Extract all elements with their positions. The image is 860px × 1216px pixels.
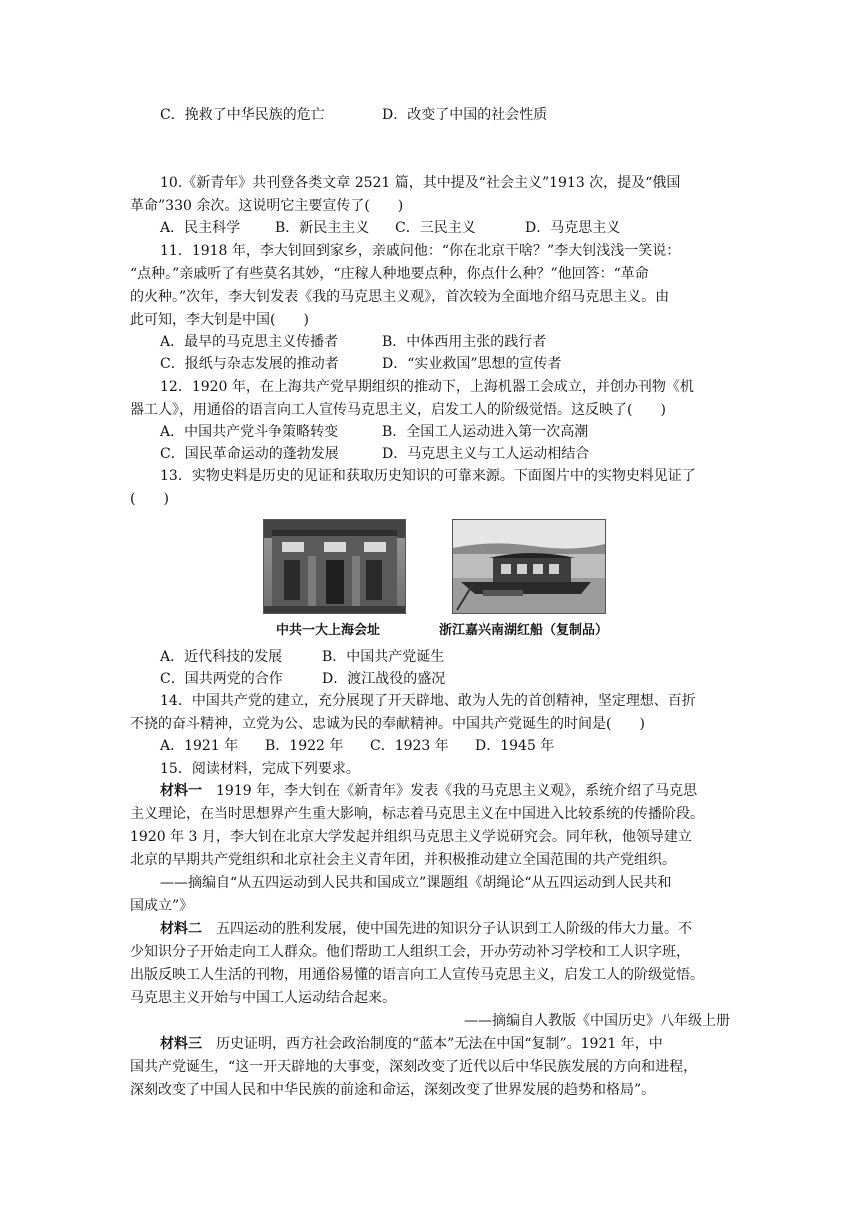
material-1-label: 材料一 xyxy=(160,783,202,799)
material-2-label: 材料二 xyxy=(160,921,202,937)
material-1-line4: 北京的早期共产党组织和北京社会主义青年团，并积极推动建立全国范围的共产党组织。 xyxy=(130,852,676,868)
q11-stem-line3: 的火种。”次年，李大钊发表《我的马克思主义观》，首次较为全面地介绍马克思主义。由 xyxy=(130,289,670,305)
q12-option-a: A．中国共产党斗争策略转变 xyxy=(160,424,339,440)
q11-stem-line2: “点种。”亲戚听了有些莫名其妙，“庄稼人种地要点种，你点什么种？”他回答：“革命 xyxy=(130,266,649,282)
material-1-text1: 1919 年，李大钊在《新青年》发表《我的马克思主义观》，系统介绍了马克思 xyxy=(202,783,698,799)
q14-option-a: A．1921 年 xyxy=(160,738,239,754)
material-3-line1 xyxy=(160,1033,760,1055)
q10-option-d: D．马克思主义 xyxy=(525,220,621,236)
material-3-text1: 历史证明，西方社会政治制度的“蓝本”无法在中国“复制”。1921 年，中 xyxy=(202,1036,663,1052)
caption-red-boat: 浙江嘉兴南湖红船（复制品） xyxy=(439,623,609,638)
material-3-label: 材料三 xyxy=(160,1036,202,1052)
q13-option-c: C．国共两党的合作 xyxy=(160,671,283,687)
q14-stem-line1: 14．中国共产党的建立，充分展现了开天辟地、敢为人先的首创精神，坚定理想、百折 xyxy=(160,693,696,709)
material-2-text1: 五四运动的胜利发展，使中国先进的知识分子认识到工人阶级的伟大力量。不 xyxy=(202,921,692,937)
q11-option-c: C．报纸与杂志发展的推动者 xyxy=(160,356,339,372)
q10-stem-line1: 10.《新青年》共刊登各类文章 2521 篇，其中提及“社会主义”1913 次，提及“俄国 xyxy=(160,175,681,191)
material-1-source1: ——摘编自“从五四运动到人民共和国成立”课题组《胡绳论“从五四运动到人民共和 xyxy=(160,875,672,891)
q9-option-d: D．改变了中国的社会性质 xyxy=(382,107,548,123)
material-1-line1 xyxy=(160,780,760,802)
q10-option-c: C．三民主义 xyxy=(395,220,476,236)
material-2-line1 xyxy=(160,918,760,940)
q13-option-a: A．近代科技的发展 xyxy=(160,649,283,665)
q10-option-b: B．新民主主义 xyxy=(275,220,370,236)
material-1-source2: 国成立”》 xyxy=(130,898,194,914)
q12-stem-line1: 12．1920 年，在上海共产党早期组织的推动下，上海机器工会成立，并创办刊物《机 xyxy=(160,379,694,395)
q13-option-b: B．中国共产党诞生 xyxy=(322,649,445,665)
q12-option-c: C．国民革命运动的蓬勃发展 xyxy=(160,446,339,462)
q13-option-d: D．渡江战役的盛况 xyxy=(322,671,446,687)
caption-shanghai-site: 中共一大上海会址 xyxy=(276,623,381,638)
material-2-line4: 马克思主义开始与中国工人运动结合起来。 xyxy=(130,990,396,1006)
q11-stem-line4: 此可知，李大钊是中国( ) xyxy=(130,312,309,328)
q12-option-b: B．全国工人运动进入第一次高潮 xyxy=(382,424,589,440)
q14-option-c: C．1923 年 xyxy=(370,738,449,754)
q12-option-d: D．马克思主义与工人运动相结合 xyxy=(382,446,590,462)
q13-stem-line2: ( ) xyxy=(130,491,169,507)
photo-red-boat xyxy=(452,519,606,614)
q14-option-d: D．1945 年 xyxy=(475,738,555,754)
q9-option-c: C．挽救了中华民族的危亡 xyxy=(160,107,325,123)
material-2-source: ——摘编自人教版《中国历史》八年级上册 xyxy=(464,1013,730,1029)
q11-option-b: B．中体西用主张的践行者 xyxy=(382,334,547,350)
q10-stem-line2: 革命”330 余次。这说明它主要宣传了( ) xyxy=(130,198,404,214)
material-1-line2: 主义理论，在当时思想界产生重大影响，标志着马克思主义在中国进入比较系统的传播阶段。 xyxy=(130,806,704,822)
material-3-line3: 深刻改变了中国人民和中华民族的前途和命运，深刻改变了世界发展的趋势和格局”。 xyxy=(130,1082,656,1098)
q10-option-a: A．民主科学 xyxy=(160,220,241,236)
q14-stem-line2: 不挠的奋斗精神，立党为公、忠诚为民的奉献精神。中国共产党诞生的时间是( ) xyxy=(130,716,645,732)
q12-stem-line2: 器工人》，用通俗的语言向工人宣传马克思主义，启发工人的阶级觉悟。这反映了( ) xyxy=(130,402,666,418)
q13-stem-line1: 13．实物史料是历史的见证和获取历史知识的可靠来源。下面图片中的实物史料见证了 xyxy=(160,468,696,484)
material-2-line3: 出版反映工人生活的刊物，用通俗易懂的语言向工人宣传马克思主义，启发工人的阶级觉悟。 xyxy=(130,967,704,983)
q11-option-a: A．最早的马克思主义传播者 xyxy=(160,334,339,350)
material-3-line2: 国共产党诞生，“这一开天辟地的大事变，深刻改变了近代以后中华民族发展的方向和进程， xyxy=(130,1059,698,1075)
q11-option-d: D．“实业救国”思想的宣传者 xyxy=(382,356,562,372)
q15-stem: 15．阅读材料，完成下列要求。 xyxy=(160,761,360,777)
q14-option-b: B．1922 年 xyxy=(265,738,344,754)
material-1-line3: 1920 年 3 月，李大钊在北京大学发起并组织马克思主义学说研究会。同年秋，他领导建立 xyxy=(130,829,692,845)
q11-stem-line1: 11．1918 年，李大钊回到家乡，亲戚问他：“你在北京干啥？”李大钊浅浅一笑说： xyxy=(160,243,681,259)
photo-shanghai-site xyxy=(263,519,406,614)
material-2-line2: 少知识分子开始走向工人群众。他们帮助工人组织工会，开办劳动补习学校和工人识字班， xyxy=(130,944,690,960)
